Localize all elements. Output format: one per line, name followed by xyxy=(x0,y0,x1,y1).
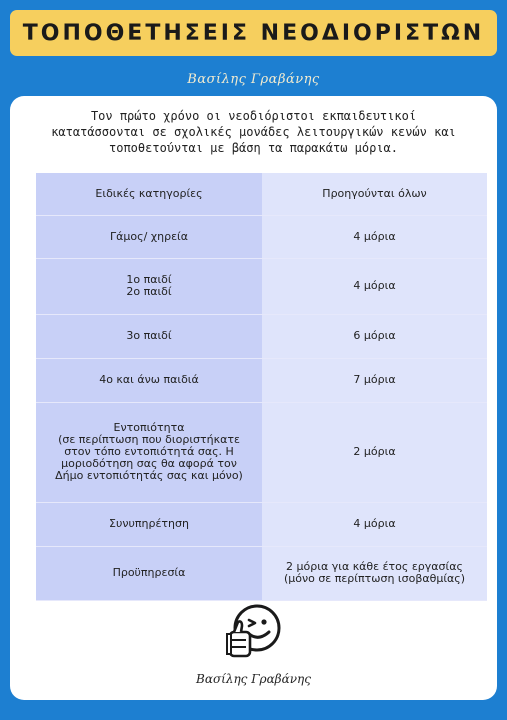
row-points: 4 μόρια xyxy=(262,215,487,258)
intro-line: τοποθετούνται με βάση τα παρακάτω μόρια. xyxy=(109,141,398,155)
intro-paragraph xyxy=(28,108,479,156)
row-category: Συνυπηρέτηση xyxy=(36,502,262,546)
row-category: Γάμος/ χηρεία xyxy=(36,215,262,258)
smiley-thumbs-up-icon xyxy=(224,600,286,662)
table-row xyxy=(36,215,487,258)
table-row xyxy=(36,546,487,600)
row-points: 7 μόρια xyxy=(262,358,487,402)
row-points: 6 μόρια xyxy=(262,314,487,358)
points-table xyxy=(36,173,487,601)
page-title: ΤΟΠΟΘΕΤΗΣΕΙΣ ΝΕΟΔΙΟΡΙΣΤΩΝ xyxy=(22,20,485,46)
row-category: 4ο και άνω παιδιά xyxy=(36,358,262,402)
author-signature-top: Βασίλης Γραβάνης xyxy=(187,72,320,87)
table-row xyxy=(36,502,487,546)
row-points: 4 μόρια xyxy=(262,502,487,546)
header-category: Ειδικές κατηγορίες xyxy=(36,173,262,215)
row-category: 3ο παιδί xyxy=(36,314,262,358)
row-points: 4 μόρια xyxy=(262,258,487,314)
row-category: Εντοπιότητα (σε περίπτωση που διοριστήκατε στον τόπο εντοπιότητά σας. Η μοριοδότηση σας θα αφορά τον Δήμο εντοπιότητάς σας και μόνο) xyxy=(36,402,262,502)
row-points: 2 μόρια για κάθε έτος εργασίας (μόνο σε περίπτωση ισοβαθμίας) xyxy=(262,546,487,600)
header-points: Προηγούνται όλων xyxy=(262,173,487,215)
table-row xyxy=(36,258,487,314)
row-category: 1ο παιδί 2ο παιδί xyxy=(36,258,262,314)
title-banner xyxy=(10,10,497,56)
table-row xyxy=(36,358,487,402)
content-card xyxy=(10,96,497,700)
intro-line: κατατάσσονται σε σχολικές μονάδες λειτουργικών κενών και xyxy=(51,125,456,139)
row-category: Προϋπηρεσία xyxy=(36,546,262,600)
row-points: 2 μόρια xyxy=(262,402,487,502)
intro-line: Τον πρώτο χρόνο οι νεοδιόριστοι εκπαιδευτικοί xyxy=(90,109,417,123)
author-signature-bottom: Βασίλης Γραβάνης xyxy=(196,672,311,686)
table-row xyxy=(36,402,487,502)
table-row xyxy=(36,314,487,358)
table-header-row xyxy=(36,173,487,215)
